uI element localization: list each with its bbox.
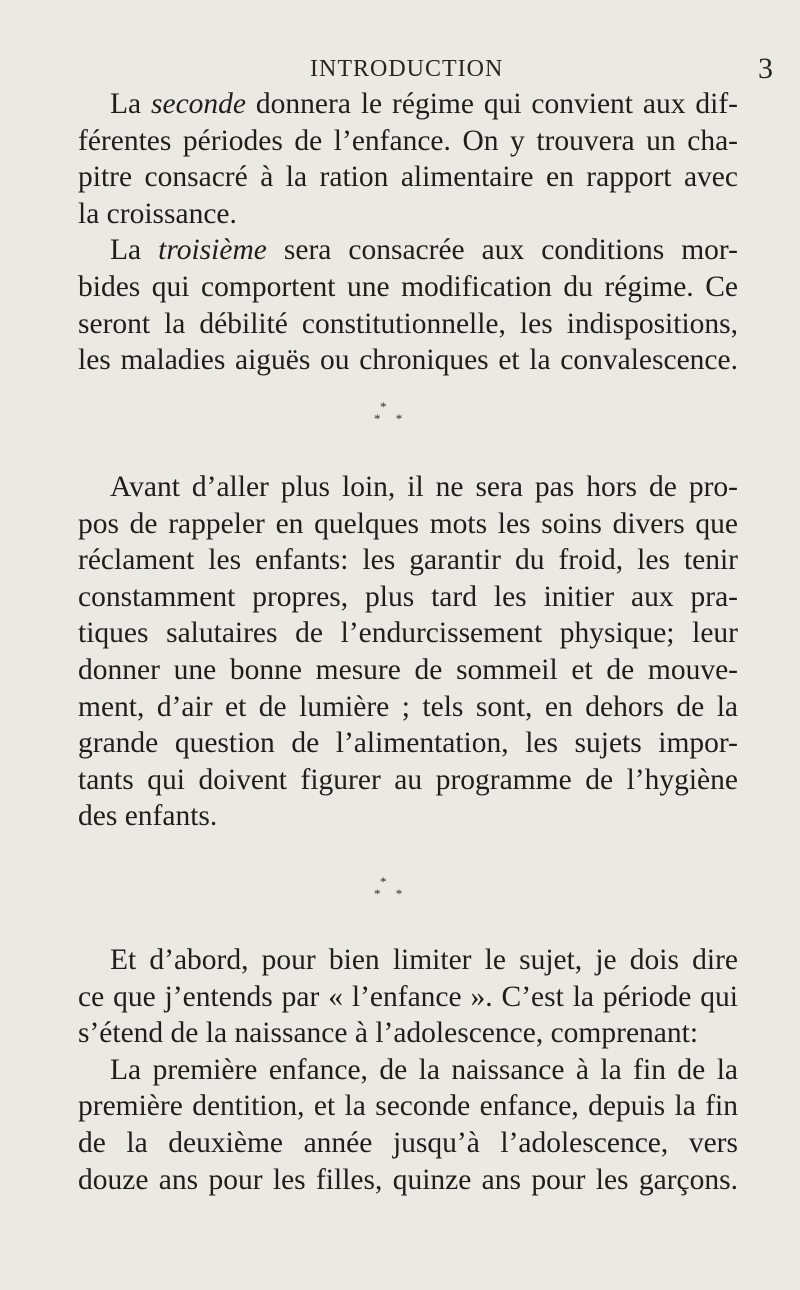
text-line: pitre consacré à la ration alimentaire en rapport avec	[78, 161, 738, 194]
italic-word: troisième	[158, 234, 267, 267]
page-number: 3	[758, 52, 773, 85]
text-line: la croissance.	[78, 197, 237, 230]
text-line: les maladies aiguës ou chroniques et la convalescence.	[78, 344, 738, 377]
line-lead: La	[110, 234, 159, 267]
text-line: réclament les enfants: les garantir du froid, les tenir	[78, 544, 738, 577]
text-line: Avant d’aller plus loin, il ne sera pas hors de pro-	[110, 471, 738, 503]
text-line: donner une bonne mesure de sommeil et de mouve-	[78, 653, 738, 686]
italic-word: seconde	[151, 88, 247, 120]
text-line: constamment propres, plus tard les initier aux pra-	[78, 580, 738, 613]
text-line: douze ans pour les filles, quinze ans pour les garçons.	[78, 1163, 738, 1196]
section-dinkus	[0, 401, 600, 425]
text-line: tiques salutaires de l’endurcissement physique; leur	[78, 617, 738, 650]
paragraph-et-dabord	[78, 942, 738, 1198]
text-line: ment, d’air et de lumière ; tels sont, en dehors de la	[78, 690, 738, 723]
line-rest: donnera le régime qui convient aux dif-	[246, 88, 738, 120]
text-line: ce que j’entends par « l’enfance ». C’est la période qui	[78, 980, 738, 1013]
paragraph-seconde	[78, 86, 738, 379]
dinkus-bottom: * *	[374, 886, 409, 901]
paragraph-avant	[78, 469, 738, 835]
text-line: grande question de l’alimentation, les sujets impor-	[78, 727, 738, 760]
text-line	[78, 86, 738, 123]
dinkus-top: *	[380, 874, 387, 889]
dinkus-bottom: * *	[374, 411, 409, 426]
text-line: pos de rappeler en quelques mots les soins divers que	[78, 507, 738, 540]
line-rest: sera consacrée aux conditions mor-	[266, 234, 738, 267]
text-line	[78, 232, 738, 269]
text-line: La première enfance, de la naissance à la fin de la	[110, 1053, 738, 1086]
running-head: INTRODUCTION	[310, 56, 504, 82]
text-line: de la deuxième année jusqu’à l’adolescence, vers	[78, 1126, 738, 1159]
dinkus-top: *	[380, 399, 387, 414]
text-line: bides qui comportent une modification du régime. Ce	[78, 270, 738, 303]
text-line: des enfants.	[78, 800, 218, 833]
text-line: Et d’abord, pour bien limiter le sujet, je dois dire	[110, 944, 738, 976]
line-lead: La	[110, 88, 152, 120]
page-header	[0, 50, 800, 90]
text-line: s’étend de la naissance à l’adolescence, comprenant:	[78, 1017, 699, 1050]
text-line: seront la débilité constitutionnelle, les indispositions,	[78, 307, 738, 340]
section-dinkus	[0, 876, 600, 900]
text-line: première dentition, et la seconde enfance, depuis la fin	[78, 1090, 738, 1123]
text-line: tants qui doivent figurer au programme de l’hygiène	[78, 763, 738, 796]
text-line: férentes périodes de l’enfance. On y trouvera un cha-	[78, 124, 738, 157]
